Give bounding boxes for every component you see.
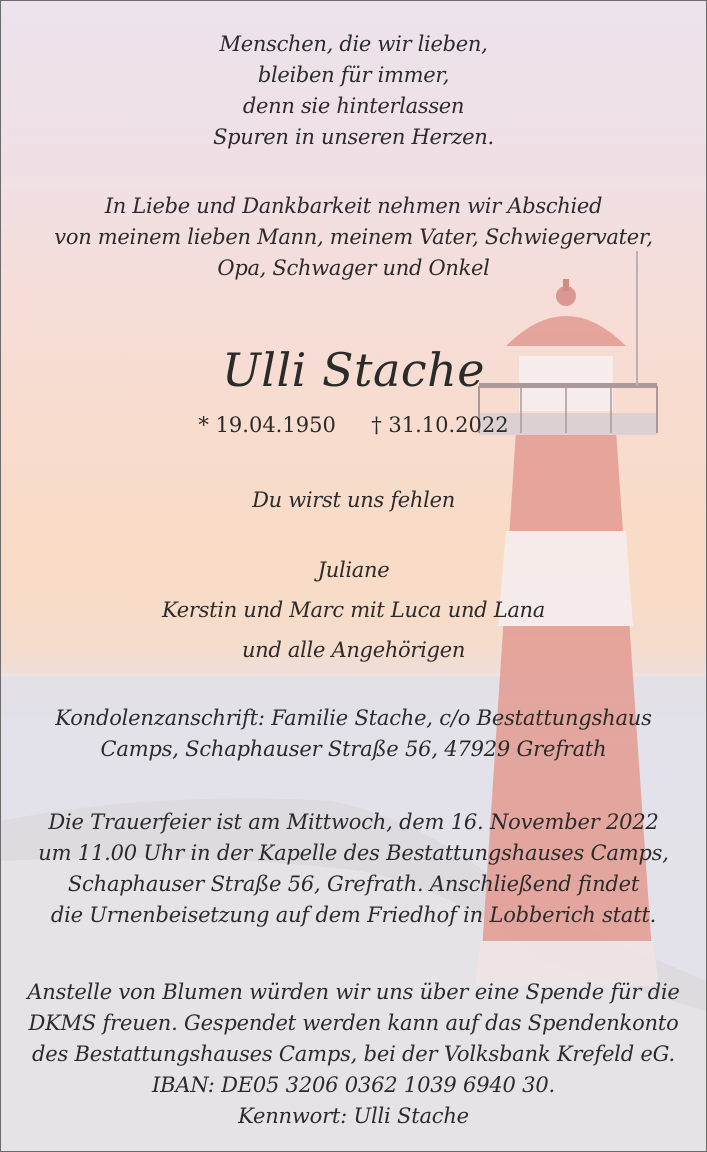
donation-info (1, 977, 706, 1132)
service-line: Schaphauser Straße 56, Grefrath. Anschließend findet (67, 872, 640, 896)
condolence-address (1, 703, 706, 765)
funeral-service-info (1, 807, 706, 931)
deceased-name: Ulli Stache (221, 343, 486, 397)
mourners-list (1, 550, 706, 670)
mourner-line: und alle Angehörigen (241, 638, 466, 662)
service-line: um 11.00 Uhr in der Kapelle des Bestattungshauses Camps, (38, 841, 669, 865)
motto-line: denn sie hinterlassen (242, 94, 465, 118)
motto-verse (1, 29, 706, 153)
address-line: Kondolenzanschrift: Familie Stache, c/o Bestattungshaus (55, 706, 652, 730)
intro-line: Opa, Schwager und Onkel (217, 256, 490, 280)
life-dates (1, 411, 706, 439)
motto-line: bleiben für immer, (257, 63, 450, 87)
address-line: Camps, Schaphauser Straße 56, 47929 Grefrath (100, 737, 607, 761)
donation-line: DKMS freuen. Gespendet werden kann auf das Spendenkonto (28, 1011, 679, 1035)
motto-line: Menschen, die wir lieben, (219, 32, 488, 56)
intro-line: von meinem lieben Mann, meinem Vater, Schwiegervater, (54, 225, 653, 249)
death-date: † 31.10.2022 (371, 413, 509, 437)
donation-line: des Bestattungshauses Camps, bei der Volksbank Krefeld eG. (32, 1042, 675, 1066)
farewell-line: Du wirst uns fehlen (252, 488, 455, 512)
intro-line: In Liebe und Dankbarkeit nehmen wir Abschied (104, 194, 603, 218)
service-line: die Urnenbeisetzung auf dem Friedhof in Lobberich statt. (50, 903, 657, 927)
motto-line: Spuren in unseren Herzen. (213, 125, 494, 149)
mourner-line: Kerstin und Marc mit Luca und Lana (161, 598, 546, 622)
donation-line: Anstelle von Blumen würden wir uns über eine Spende für die (27, 980, 680, 1004)
intro-text (1, 191, 706, 284)
donation-line: Kennwort: Ulli Stache (238, 1104, 469, 1128)
mourner-line: Juliane (317, 558, 390, 582)
service-line: Die Trauerfeier ist am Mittwoch, dem 16. November 2022 (48, 810, 659, 834)
birth-date: * 19.04.1950 (198, 413, 336, 437)
donation-line: IBAN: DE05 3206 0362 1039 6940 30. (152, 1073, 555, 1097)
